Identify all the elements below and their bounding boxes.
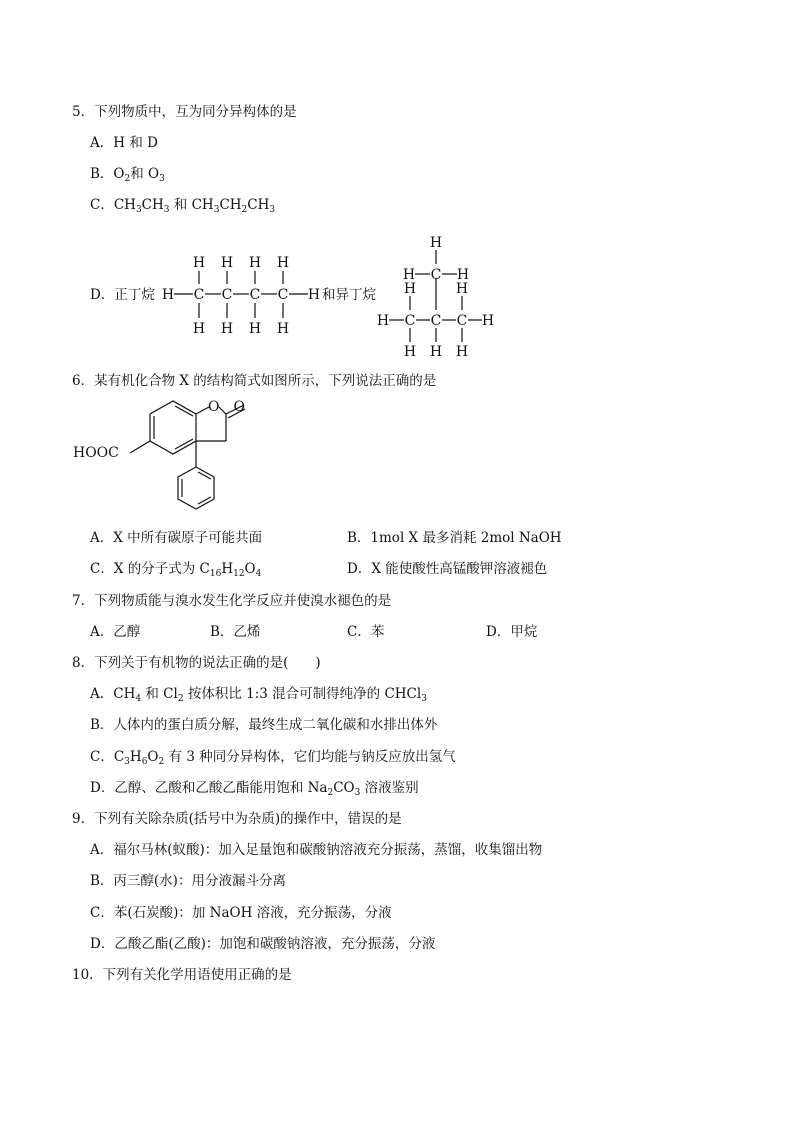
q7-option-c: C．苯 xyxy=(347,624,385,640)
svg-text:H: H xyxy=(402,267,416,283)
svg-text:H: H xyxy=(455,281,469,297)
q7-option-d: D．甲烷 xyxy=(486,624,538,640)
svg-text:H: H xyxy=(220,255,234,271)
svg-text:H: H xyxy=(220,321,234,337)
q8-option-a: A．$CH_4$ 和 $Cl_2$ 按体积比 1:3 混合可制得纯净的 CHCl$_3$ xyxy=(90,686,427,704)
svg-text:H: H xyxy=(429,235,443,251)
q9-option-a: A．福尔马林(蚁酸)：加入足量饱和碳酸钠溶液充分振荡，蒸馏，收集馏出物 xyxy=(90,842,543,858)
svg-text:C: C xyxy=(404,313,416,329)
svg-text:H: H xyxy=(307,287,321,303)
question-5-stem: 5．下列物质中，互为同分异构体的是 xyxy=(72,104,297,120)
q6-option-a: A．X 中所有碳原子可能共面 xyxy=(90,530,263,546)
svg-text:H: H xyxy=(403,281,417,297)
question-9-stem: 9．下列有关除杂质(括号中为杂质)的操作中，错误的是 xyxy=(72,811,402,827)
svg-text:C: C xyxy=(193,287,205,303)
svg-text:H: H xyxy=(192,321,206,337)
q9-option-c: C．苯(石炭酸)：加 NaOH 溶液，充分振荡，分液 xyxy=(90,905,392,921)
q7-option-b: B．乙烯 xyxy=(210,624,261,640)
svg-text:C: C xyxy=(221,287,233,303)
q6-option-c: C．X 的分子式为 $C_{16}H_{12}O_4$ xyxy=(90,561,262,579)
svg-text:H: H xyxy=(455,344,469,360)
svg-text:H: H xyxy=(276,255,290,271)
svg-text:H: H xyxy=(192,255,206,271)
svg-text:H: H xyxy=(403,344,417,360)
q5-option-c: C．$CH_3CH_3$ 和 $CH_3CH_2CH_3$ xyxy=(90,197,276,215)
question-10-stem: 10．下列有关化学用语使用正确的是 xyxy=(72,967,292,983)
svg-text:HOOC: HOOC xyxy=(73,445,119,461)
svg-text:H: H xyxy=(248,321,262,337)
q9-option-b: B．丙三醇(水)：用分液漏斗分离 xyxy=(90,873,286,889)
isobutane-structure xyxy=(372,232,502,360)
q9-option-d: D．乙酸乙酯(乙酸)：加饱和碳酸钠溶液，充分振荡，分液 xyxy=(90,936,436,952)
q6-option-d: D．X 能使酸性高锰酸钾溶液褪色 xyxy=(347,561,548,577)
svg-text:C: C xyxy=(430,313,442,329)
svg-text:H: H xyxy=(481,313,495,329)
q7-option-a: A．乙醇 xyxy=(90,624,141,640)
svg-text:H: H xyxy=(248,255,262,271)
q6-option-b: B．1mol X 最多消耗 2mol NaOH xyxy=(347,530,562,546)
q5-option-d-isobutane-label: 和异丁烷 xyxy=(322,287,376,303)
q8-option-c: C．$C_3H_6O_2$ 有 3 种同分异构体，它们均能与钠反应放出氢气 xyxy=(90,749,456,767)
n-butane-structure xyxy=(158,248,328,340)
question-6-stem: 6．某有机化合物 X 的结构简式如图所示，下列说法正确的是 xyxy=(72,373,437,389)
q5-option-b: B．$O_2$和 $O_3$ xyxy=(90,166,165,184)
svg-text:C: C xyxy=(456,313,468,329)
svg-text:C: C xyxy=(249,287,261,303)
svg-text:H: H xyxy=(429,344,443,360)
svg-text:H: H xyxy=(376,313,390,329)
q5-option-a: A．H 和 D xyxy=(90,135,158,151)
svg-text:C: C xyxy=(430,267,442,283)
question-7-stem: 7．下列物质能与溴水发生化学反应并使溴水褪色的是 xyxy=(72,593,392,609)
svg-text:H: H xyxy=(456,267,470,283)
svg-text:O: O xyxy=(208,399,220,415)
compound-x-structure xyxy=(68,393,248,523)
svg-text:C: C xyxy=(277,287,289,303)
q8-option-d: D．乙醇、乙酸和乙酸乙酯能用饱和 $Na_2CO_3$ 溶液鉴别 xyxy=(90,780,419,798)
q8-option-b: B．人体内的蛋白质分解，最终生成二氧化碳和水排出体外 xyxy=(90,717,438,733)
svg-text:H: H xyxy=(276,321,290,337)
svg-text:O: O xyxy=(233,399,245,415)
svg-text:H: H xyxy=(161,287,175,303)
question-8-stem: 8．下列关于有机物的说法正确的是( ) xyxy=(72,655,321,671)
q5-option-d-label: D．正丁烷 xyxy=(90,287,155,303)
